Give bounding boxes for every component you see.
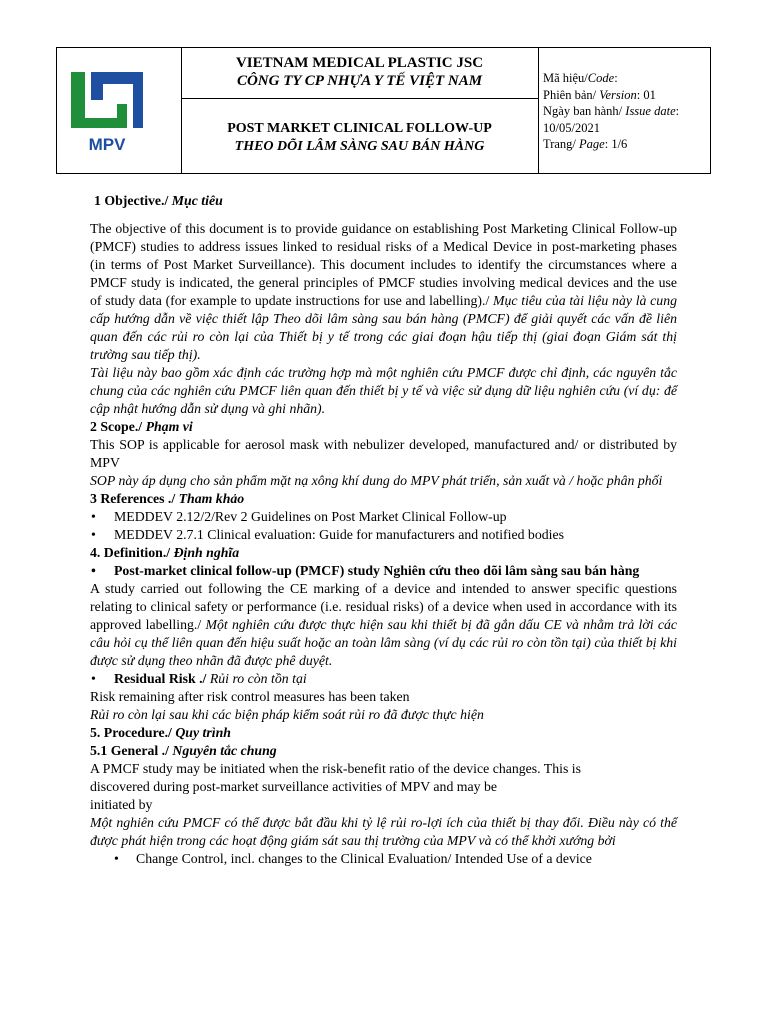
document-title-block xyxy=(181,120,538,156)
section-1-paragraph-vi: Tài liệu này bao gồm xác định các trường hợp mà một nghiên cứu PMCF được chỉ định, các nguyên tắc chung của các nghiên cứu PMCF liên quan đến thiết bị y tế và việc sử dụng dữ liệu nghiên cứu (ví dụ: để cập nhật hướng dẫn sử dụng và ghi nhãn). xyxy=(90,365,677,416)
list-item: • Change Control, incl. changes to the Clinical Evaluation/ Intended Use of a device xyxy=(90,850,677,868)
definition-list-1 xyxy=(90,562,677,580)
references-list xyxy=(90,508,677,544)
section-1-paragraph: The objective of this document is to provide guidance on establishing Post Marketing Clinical Follow-up (PMCF) studies to address issues linked to residual risks of a Medical Device in post-marketing phases (in terms of Post Market Surveillance). This document includes to identify the circumstances where a PMCF study is indicated, the general principles of PMCF studies involving medical devices and the use of study data (for example to update instructions for use and labelling)./ Mục tiêu của tài liệu này là cung cấp hướng dẫn về việc thiết lập Theo dõi lâm sàng sau bán hàng (PMCF) để giải quyết các vấn đề liên quan đến các rủi ro còn lại của Thiết bị y tế trong các giai đoạn hậu tiếp thị (giai đoạn Giám sát thị trường sau tiếp thị). xyxy=(90,221,677,362)
definition-list-2 xyxy=(90,670,677,688)
section-5-1-line-2: discovered during post-market surveillance activities of MPV and may be xyxy=(90,779,498,794)
meta-code: Mã hiệu/Code: xyxy=(543,71,618,85)
company-name-vi: CÔNG TY CP NHỰA Y TẾ VIỆT NAM xyxy=(236,73,483,89)
meta-issue-date: Ngày ban hành/ Issue date: xyxy=(543,104,680,118)
mpv-logo xyxy=(67,70,147,154)
section-2-heading: 2 Scope./ Phạm vi xyxy=(90,419,193,434)
header-divider-title xyxy=(181,98,538,99)
definition-term-pmcf: • Post-market clinical follow-up (PMCF) study Nghiên cứu theo dõi lâm sàng sau bán hàng xyxy=(90,562,677,580)
document-title-vi: THEO DÕI LÂM SÀNG SAU BÁN HÀNG xyxy=(234,139,485,154)
section-2-paragraph-vi: SOP này áp dụng cho sản phẩm mặt nạ xông khí dung do MPV phát triển, sản xuất và / hoặc phân phối xyxy=(90,473,663,488)
section-5-1-heading: 5.1 General ./ Nguyên tắc chung xyxy=(90,743,277,758)
section-5-1-line-1: A PMCF study may be initiated when the risk-benefit ratio of the device changes. This is xyxy=(90,761,581,776)
section-4-heading: 4. Definition./ Định nghĩa xyxy=(90,545,240,560)
section-5-1-line-3: initiated by xyxy=(90,797,153,812)
definition-term-residual-risk: • Residual Risk ./ Rủi ro còn tồn tại xyxy=(90,670,677,688)
definition-residual-risk-en: Risk remaining after risk control measures has been taken xyxy=(90,689,410,704)
definition-residual-risk-vi: Rủi ro còn lại sau khi các biện pháp kiểm soát rủi ro đã được thực hiện xyxy=(90,707,484,722)
section-5-1-list xyxy=(90,850,677,868)
section-5-heading: 5. Procedure./ Quy trình xyxy=(90,725,231,740)
company-name-en: VIETNAM MEDICAL PLASTIC JSC xyxy=(235,55,484,71)
meta-page: Trang/ Page: 1/6 xyxy=(543,137,628,151)
section-5-1-paragraph-vi: Một nghiên cứu PMCF có thể được bắt đầu khi tỷ lệ rủi ro-lợi ích của thiết bị thay đổi. Điều này có thể được phát hiện trong các hoạt động giám sát sau thị trường của MPV và có thể khởi xướng bởi xyxy=(90,815,677,848)
section-2-paragraph-en: This SOP is applicable for aerosol mask with nebulizer developed, manufactured and/ or distributed by MPV xyxy=(90,437,677,470)
meta-version: Phiên bản/ Version: 01 xyxy=(543,87,656,102)
document-meta xyxy=(543,70,679,153)
meta-issue-date-value: 10/05/2021 xyxy=(543,120,600,135)
logo-text: MPV xyxy=(88,135,126,154)
list-item: • MEDDEV 2.7.1 Clinical evaluation: Guide for manufacturers and notified bodies xyxy=(90,526,677,544)
section-1-heading: 1 Objective./ Mục tiêu xyxy=(94,193,223,208)
section-3-heading: 3 References ./ Tham khảo xyxy=(90,491,245,506)
mpv-logo-icon xyxy=(67,70,147,154)
document-header-table xyxy=(56,47,711,174)
document-body xyxy=(90,192,677,868)
definition-pmcf-text: A study carried out following the CE marking of a device and intended to answer specific questions relating to clinical safety or performance (i.e. residual risks) of a device when used in accordance with its approved labelling./ Một nghiên cứu được thực hiện sau khi thiết bị đã gắn dấu CE và nhằm trả lời các câu hỏi cụ thể liên quan đến hiệu suất hoặc an toàn lâm sàng (ví dụ các rủi ro còn tồn tại) của thiết bị khi được sử dụng theo nhãn đã được phê duyệt. xyxy=(90,581,678,668)
list-item: • MEDDEV 2.12/2/Rev 2 Guidelines on Post Market Clinical Follow-up xyxy=(90,508,677,526)
document-title-en: POST MARKET CLINICAL FOLLOW-UP xyxy=(227,121,492,136)
company-name-block xyxy=(181,54,538,90)
header-divider-meta xyxy=(538,48,539,173)
